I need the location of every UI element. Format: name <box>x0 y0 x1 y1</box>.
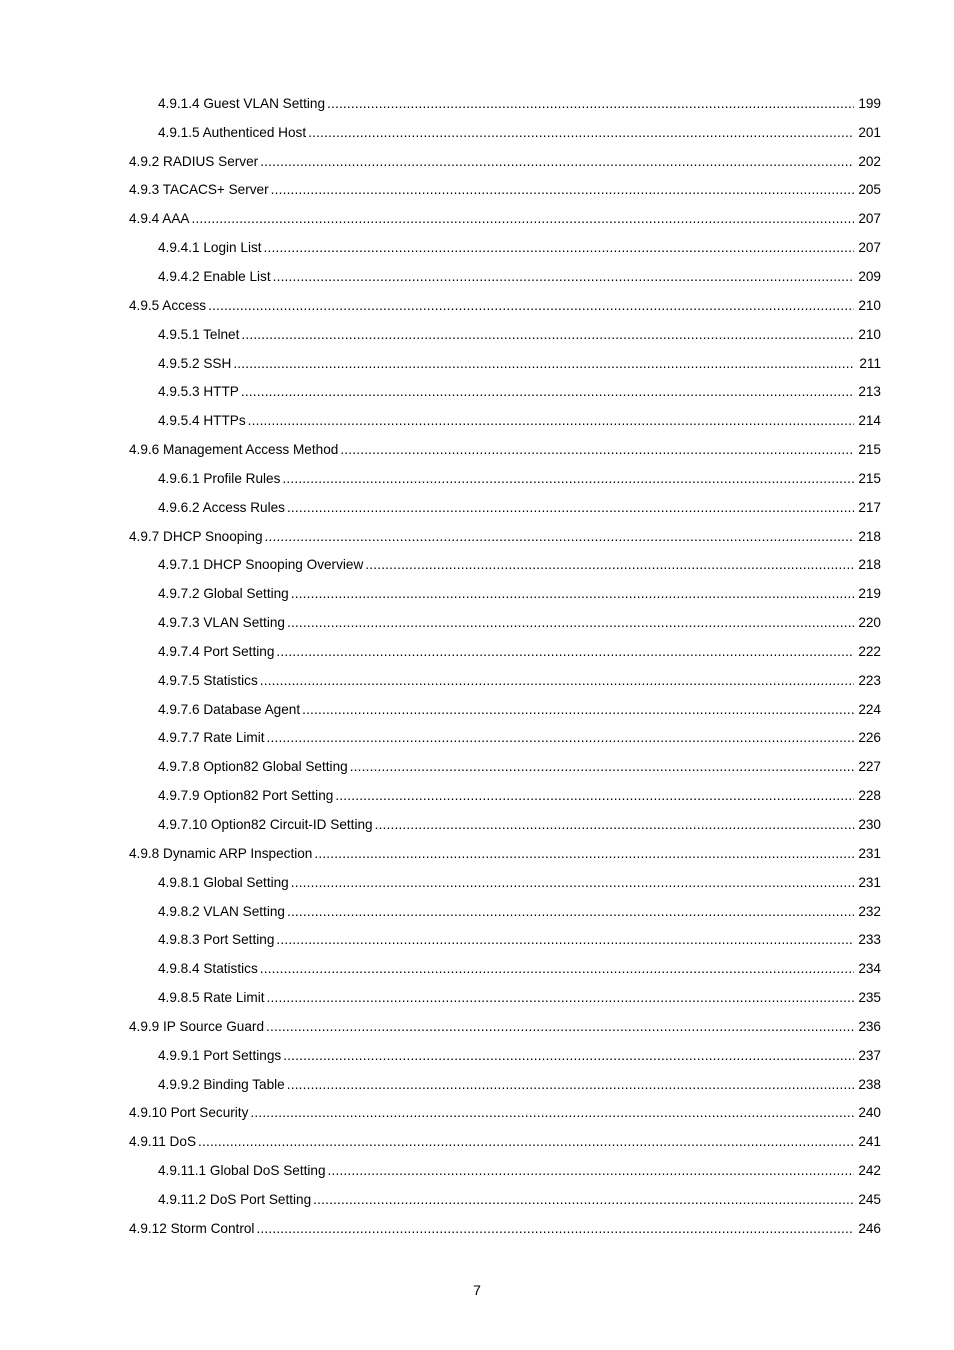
toc-entry[interactable] <box>0 464 954 493</box>
toc-entry-page: 240 <box>858 1105 881 1121</box>
toc-entry-page: 210 <box>858 297 881 313</box>
dot-leader <box>198 1134 854 1149</box>
toc-entry-title: 4.9.6.1 Profile Rules <box>158 470 281 486</box>
toc-entry[interactable] <box>0 1214 954 1243</box>
toc-entry-page: 202 <box>858 153 881 169</box>
toc-entry-title: 4.9.8.4 Statistics <box>158 961 258 977</box>
toc-entry[interactable] <box>0 695 954 724</box>
dot-leader <box>340 442 854 457</box>
toc-entry-title: 4.9.1.5 Authenticed Host <box>158 124 307 140</box>
toc-entry-page: 227 <box>858 759 881 775</box>
dot-leader <box>208 298 854 313</box>
toc-entry-page: 232 <box>858 903 881 919</box>
toc-entry-page: 199 <box>858 95 881 111</box>
toc-entry-title: 4.9.7.1 DHCP Snooping Overview <box>158 557 364 573</box>
toc-entry-page: 213 <box>858 384 881 400</box>
toc-entry-page: 207 <box>858 211 881 227</box>
toc-entry-title: 4.9.7.5 Statistics <box>158 672 258 688</box>
dot-leader <box>267 730 854 745</box>
dot-leader <box>375 817 854 832</box>
toc-entry-page: 222 <box>858 643 881 659</box>
toc-entry-page: 223 <box>858 672 881 688</box>
toc-entry[interactable] <box>0 781 954 810</box>
toc-entry[interactable] <box>0 868 954 897</box>
toc-entry[interactable] <box>0 349 954 378</box>
toc-entry-page: 205 <box>858 182 881 198</box>
toc-entry[interactable] <box>0 954 954 983</box>
dot-leader <box>291 586 854 601</box>
dot-leader <box>313 1192 854 1207</box>
toc-entry-page: 217 <box>858 499 881 515</box>
toc-entry-title: 4.9.7.3 VLAN Setting <box>158 615 285 631</box>
toc-entry[interactable] <box>0 176 954 205</box>
toc-entry-title: 4.9.7.8 Option82 Global Setting <box>158 759 348 775</box>
toc-entry-title: 4.9.8 Dynamic ARP Inspection <box>129 845 313 861</box>
toc-entry-page: 238 <box>858 1076 881 1092</box>
dot-leader <box>266 1019 854 1034</box>
toc-entry[interactable] <box>0 204 954 233</box>
toc-entry[interactable] <box>0 579 954 608</box>
toc-entry-title: 4.9.1.4 Guest VLAN Setting <box>158 95 326 111</box>
toc-entry-title: 4.9.4 AAA <box>129 211 190 227</box>
dot-leader <box>287 500 854 515</box>
toc-entry-title: 4.9.4.2 Enable List <box>158 268 271 284</box>
toc-entry-page: 211 <box>859 355 881 371</box>
toc-entry[interactable] <box>0 406 954 435</box>
toc-entry-page: 231 <box>858 874 881 890</box>
toc-entry[interactable] <box>0 724 954 753</box>
toc-entry-page: 226 <box>858 730 881 746</box>
toc-entry[interactable] <box>0 608 954 637</box>
toc-entry-title: 4.9.7.6 Database Agent <box>158 701 301 717</box>
toc-entry-page: 218 <box>858 528 881 544</box>
dot-leader <box>287 1077 854 1092</box>
dot-leader <box>260 673 854 688</box>
toc-entry-title: 4.9.3 TACACS+ Server <box>129 182 269 198</box>
toc-entry-page: 230 <box>858 817 881 833</box>
toc-entry-page: 219 <box>858 586 881 602</box>
toc-entry-title: 4.9.12 Storm Control <box>129 1220 255 1236</box>
toc-entry[interactable] <box>0 810 954 839</box>
toc-entry-title: 4.9.5.4 HTTPs <box>158 413 246 429</box>
dot-leader <box>271 182 854 197</box>
dot-leader <box>287 615 854 630</box>
dot-leader <box>265 529 854 544</box>
toc-entry[interactable] <box>0 522 954 551</box>
dot-leader <box>308 125 854 140</box>
dot-leader <box>350 759 854 774</box>
dot-leader <box>283 1048 854 1063</box>
dot-leader <box>241 327 854 342</box>
dot-leader <box>287 904 854 919</box>
toc-entry[interactable] <box>0 752 954 781</box>
toc-entry[interactable] <box>0 1012 954 1041</box>
toc-entry-title: 4.9.11.2 DoS Port Setting <box>158 1191 312 1207</box>
toc-entry-title: 4.9.7.7 Rate Limit <box>158 730 265 746</box>
toc-entry-title: 4.9.11 DoS <box>129 1134 197 1150</box>
toc-entry[interactable] <box>0 925 954 954</box>
toc-entry-page: 234 <box>858 961 881 977</box>
dot-leader <box>291 875 854 890</box>
toc-entry-title: 4.9.6.2 Access Rules <box>158 499 285 515</box>
toc-entry[interactable] <box>0 320 954 349</box>
toc-entry[interactable] <box>0 1156 954 1185</box>
page-number: 7 <box>473 1282 481 1298</box>
toc-entry[interactable] <box>0 89 954 118</box>
toc-entry-title: 4.9.5.2 SSH <box>158 355 232 371</box>
dot-leader <box>191 211 854 226</box>
dot-leader <box>335 788 854 803</box>
toc-entry-title: 4.9.8.3 Port Setting <box>158 932 275 948</box>
toc-entry-title: 4.9.9.2 Binding Table <box>158 1076 285 1092</box>
toc-entry[interactable] <box>0 377 954 406</box>
toc-entry-page: 235 <box>858 990 881 1006</box>
dot-leader <box>273 269 854 284</box>
toc-entry-title: 4.9.9.1 Port Settings <box>158 1047 282 1063</box>
toc-entry[interactable] <box>0 666 954 695</box>
toc-entry-title: 4.9.5.3 HTTP <box>158 384 239 400</box>
dot-leader <box>264 240 854 255</box>
toc-entry-title: 4.9.8.5 Rate Limit <box>158 990 265 1006</box>
toc-entry[interactable] <box>0 291 954 320</box>
toc-entry[interactable] <box>0 435 954 464</box>
dot-leader <box>314 846 854 861</box>
toc-entry-title: 4.9.7.9 Option82 Port Setting <box>158 788 334 804</box>
toc-entry-page: 228 <box>858 788 881 804</box>
toc-entry-title: 4.9.8.1 Global Setting <box>158 874 289 890</box>
dot-leader <box>328 1163 854 1178</box>
toc-entry-title: 4.9.7.4 Port Setting <box>158 643 275 659</box>
dot-leader <box>250 1105 854 1120</box>
toc-entry-page: 215 <box>858 442 881 458</box>
toc-entry[interactable] <box>0 493 954 522</box>
dot-leader <box>248 413 854 428</box>
toc-entry-page: 220 <box>858 615 881 631</box>
toc-entry-page: 233 <box>858 932 881 948</box>
dot-leader <box>267 990 854 1005</box>
toc-entry-title: 4.9.10 Port Security <box>129 1105 249 1121</box>
toc-entry-page: 215 <box>858 470 881 486</box>
dot-leader <box>233 356 854 371</box>
toc-entry[interactable] <box>0 118 954 147</box>
dot-leader <box>260 154 854 169</box>
toc-entry-page: 237 <box>858 1047 881 1063</box>
toc-entry-page: 207 <box>858 240 881 256</box>
toc-entry-page: 241 <box>858 1134 881 1150</box>
toc-entry-title: 4.9.7.2 Global Setting <box>158 586 289 602</box>
toc-entry-page: 214 <box>858 413 881 429</box>
dot-leader <box>327 96 854 111</box>
dot-leader <box>256 1221 854 1236</box>
toc-entry-title: 4.9.2 RADIUS Server <box>129 153 259 169</box>
toc-entry[interactable] <box>0 233 954 262</box>
toc-entry-page: 218 <box>858 557 881 573</box>
toc-entry[interactable] <box>0 262 954 291</box>
toc-entry[interactable] <box>0 1070 954 1099</box>
dot-leader <box>276 644 854 659</box>
dot-leader <box>241 384 854 399</box>
toc-entry-title: 4.9.7 DHCP Snooping <box>129 528 263 544</box>
toc-entry-page: 209 <box>858 268 881 284</box>
toc-entry-page: 242 <box>858 1163 881 1179</box>
toc-entry-page: 231 <box>858 845 881 861</box>
toc-entry[interactable] <box>0 1185 954 1214</box>
toc-entry-title: 4.9.9 IP Source Guard <box>129 1018 265 1034</box>
dot-leader <box>282 471 854 486</box>
toc-entry[interactable] <box>0 551 954 580</box>
toc-entry-title: 4.9.6 Management Access Method <box>129 442 339 458</box>
toc-entry-page: 246 <box>858 1220 881 1236</box>
toc-entry-page: 245 <box>858 1191 881 1207</box>
toc-entry[interactable] <box>0 839 954 868</box>
toc-entry-title: 4.9.5 Access <box>129 297 207 313</box>
toc-entry-page: 210 <box>858 326 881 342</box>
toc-entry[interactable] <box>0 1041 954 1070</box>
toc-entry-title: 4.9.8.2 VLAN Setting <box>158 903 285 919</box>
toc-entry-page: 201 <box>858 124 881 140</box>
toc-entry[interactable] <box>0 147 954 176</box>
dot-leader <box>302 702 854 717</box>
toc-entry[interactable] <box>0 637 954 666</box>
toc-entry[interactable] <box>0 897 954 926</box>
toc-entry[interactable] <box>0 983 954 1012</box>
dot-leader <box>260 961 854 976</box>
toc-entry-title: 4.9.11.1 Global DoS Setting <box>158 1163 326 1179</box>
toc-entry[interactable] <box>0 1099 954 1128</box>
toc-entry[interactable] <box>0 1127 954 1156</box>
dot-leader <box>365 557 854 572</box>
toc-entry-title: 4.9.5.1 Telnet <box>158 326 240 342</box>
toc-entry-title: 4.9.7.10 Option82 Circuit-ID Setting <box>158 817 373 833</box>
toc-entry-page: 236 <box>858 1018 881 1034</box>
toc-entry-title: 4.9.4.1 Login List <box>158 240 262 256</box>
table-of-contents <box>0 89 954 1243</box>
toc-entry-page: 224 <box>858 701 881 717</box>
dot-leader <box>276 932 854 947</box>
